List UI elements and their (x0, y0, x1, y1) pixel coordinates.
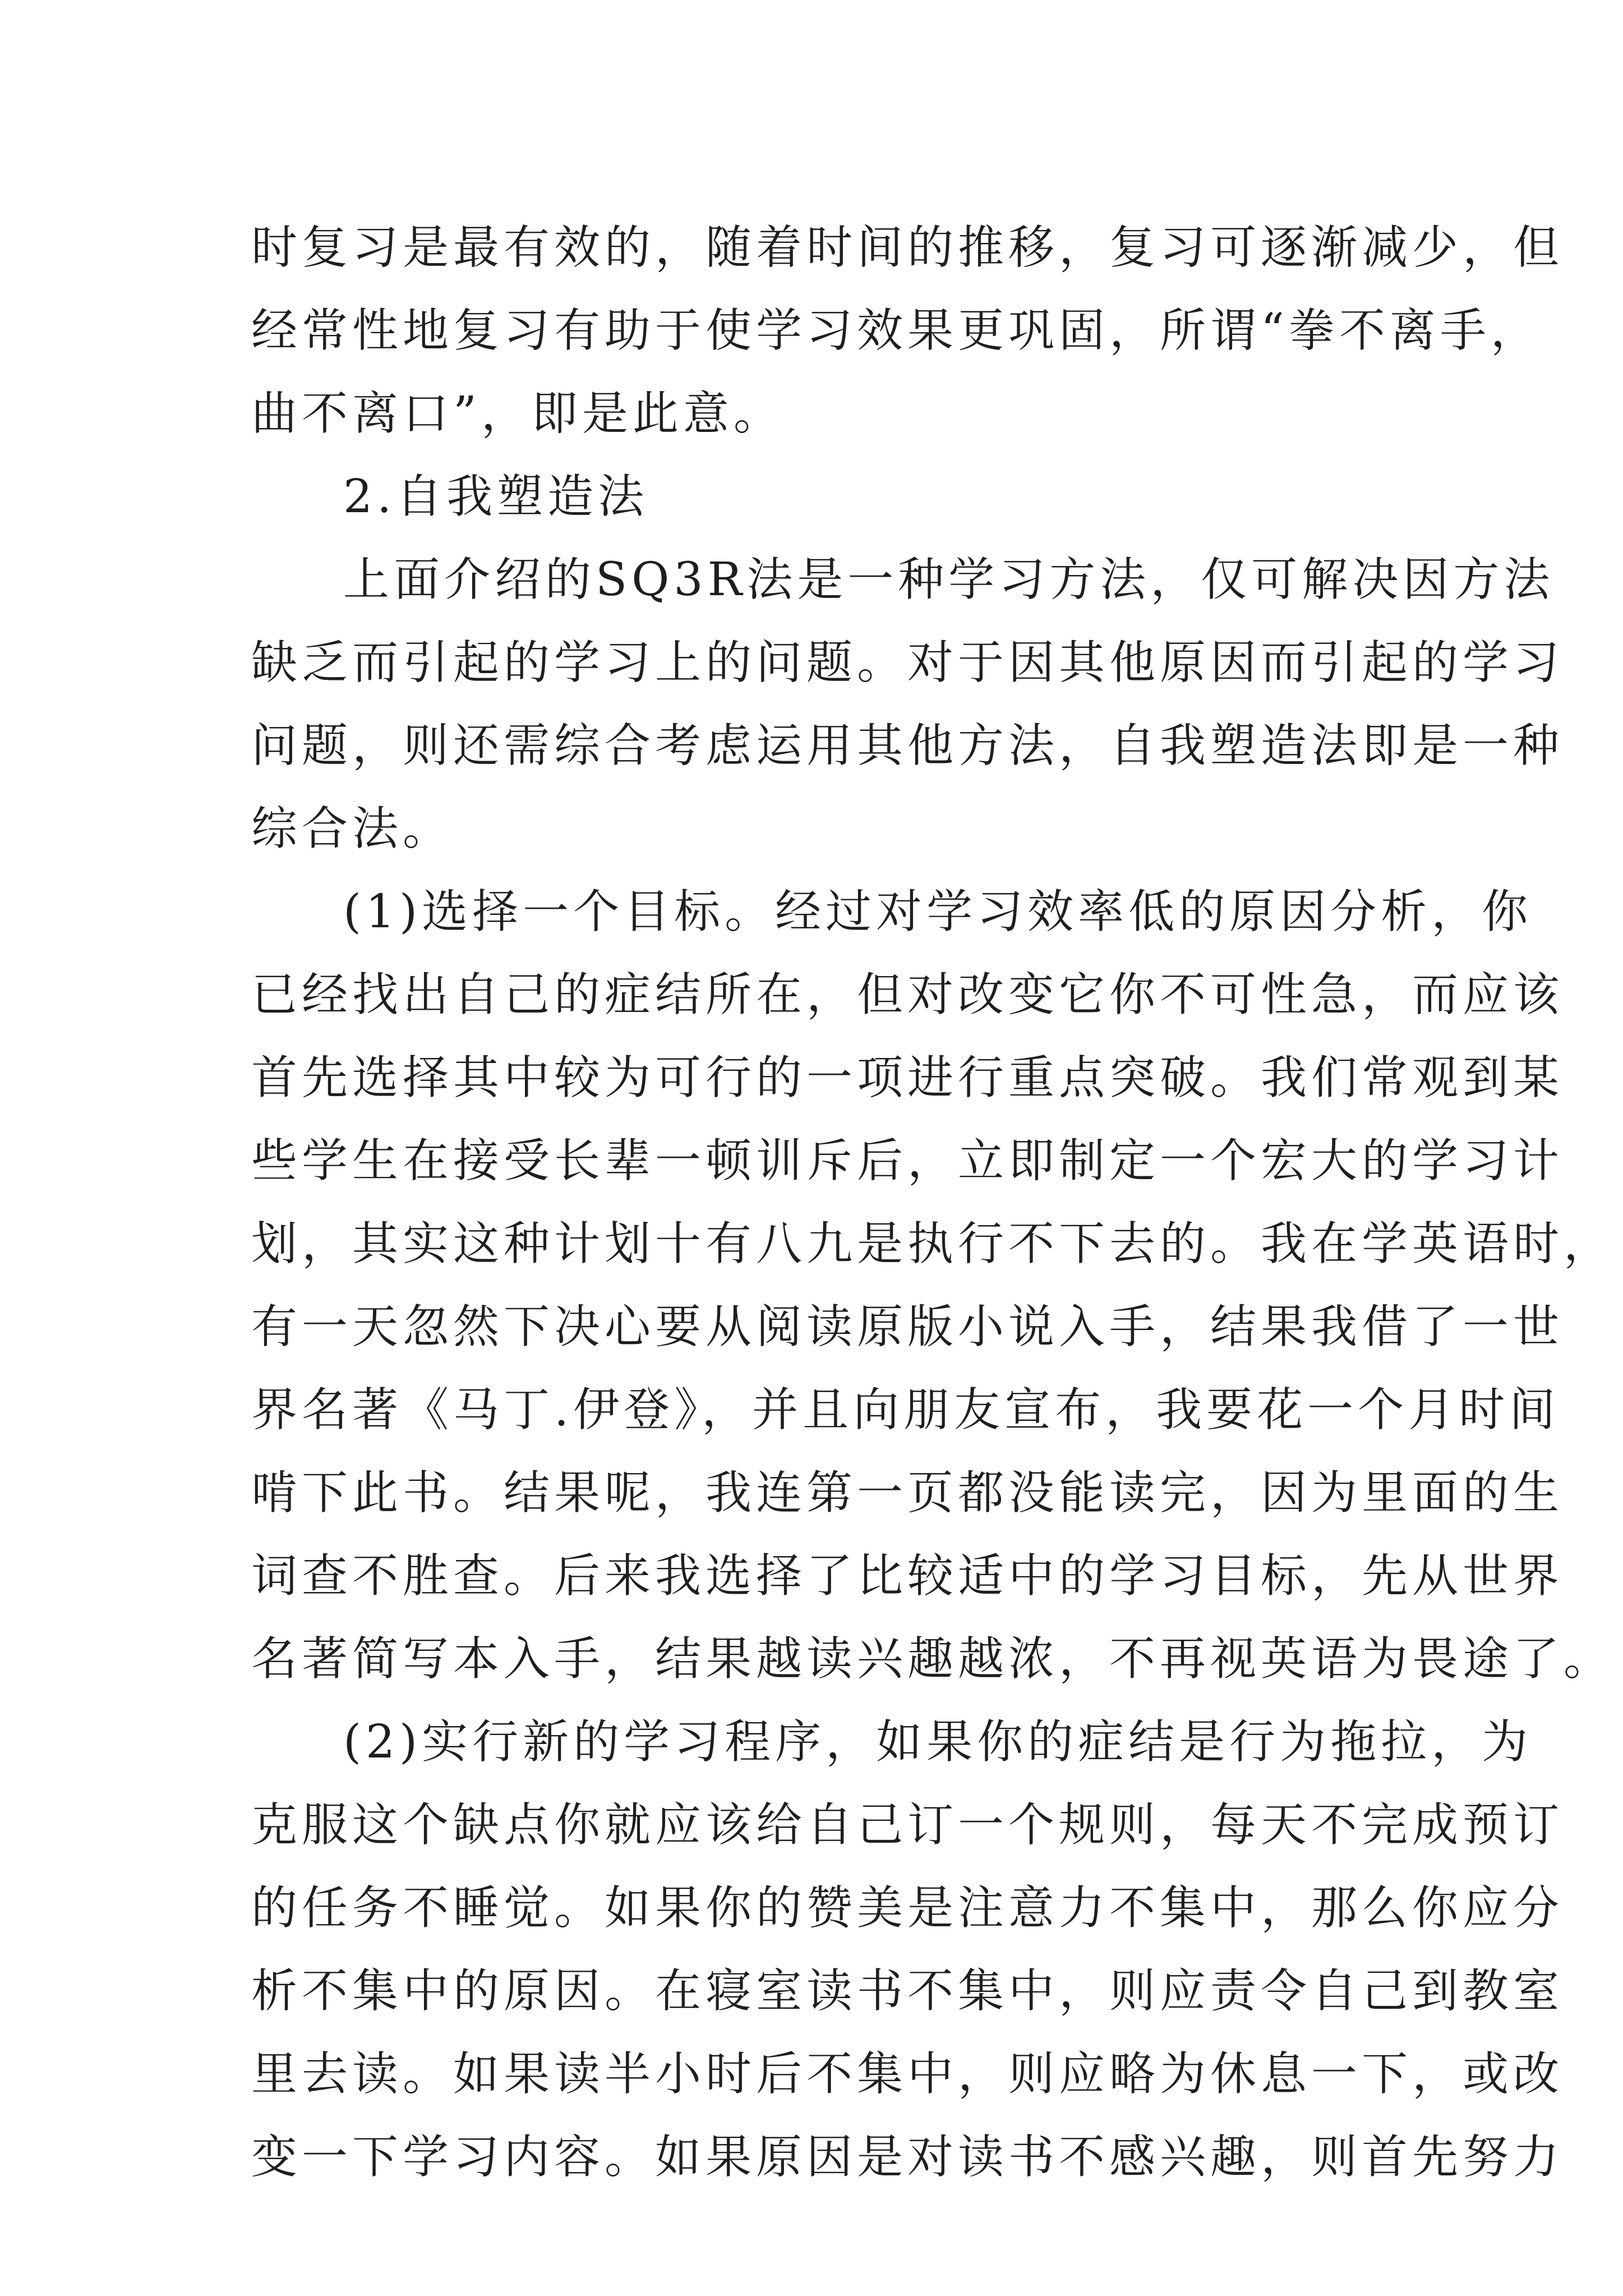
text-line: 名著简写本入手，结果越读兴趣越浓，不再视英语为畏途了。 (251, 1632, 1615, 1686)
text-line: 界名著《马丁.伊登》，并且向朋友宣布，我要花一个月时间 (251, 1383, 1560, 1437)
text-line: 的任务不睡觉。如果你的赞美是注意力不集中，那么你应分 (251, 1881, 1564, 1935)
text-line: 已经找出自己的症结所在，但对改变它你不可性急，而应该 (251, 968, 1564, 1022)
text-line: 上面介绍的SQ3R法是一种学习方法，仅可解决因方法 (343, 553, 1555, 606)
text-line: 些学生在接受长辈一顿训斥后，立即制定一个宏大的学习计 (251, 1134, 1564, 1188)
text-line: 有一天忽然下决心要从阅读原版小说入手，结果我借了一世 (251, 1300, 1564, 1354)
text-line: (2)实行新的学习程序，如果你的症结是行为拖拉，为 (343, 1715, 1533, 1769)
text-line: 啃下此书。结果呢，我连第一页都没能读完，因为里面的生 (251, 1466, 1564, 1520)
paragraph-choose-goal (251, 871, 1615, 1701)
text-line: 克服这个缺点你就应该给自己订一个规则，每天不完成预订 (251, 1798, 1564, 1852)
text-line: 缺乏而引起的学习上的问题。对于因其他原因而引起的学习 (251, 636, 1564, 689)
text-line: 首先选择其中较为可行的一项进行重点突破。我们常观到某 (251, 1051, 1564, 1105)
document-body (251, 206, 1615, 2199)
text-line: 综合法。 (251, 802, 454, 855)
text-line: 问题，则还需综合考虑运用其他方法，自我塑造法即是一种 (251, 719, 1564, 772)
text-line: 划，其实这种计划十有八九是执行不下去的。我在学英语时， (251, 1217, 1615, 1271)
text-line: 里去读。如果读半小时后不集中，则应略为休息一下，或改 (251, 2047, 1564, 2101)
text-line: (1)选择一个目标。经过对学习效率低的原因分析，你 (343, 885, 1533, 938)
text-line: 曲不离口”，即是此意。 (251, 387, 784, 440)
text-line: 经常性地复习有助于使学习效果更巩固，所谓“拳不离手， (251, 304, 1541, 357)
text-line: 时复习是最有效的，随着时间的推移，复习可逐渐减少，但 (251, 221, 1564, 274)
section-heading-self-shaping (251, 455, 1390, 539)
text-line: 变一下学习内容。如果原因是对读书不感兴趣，则首先努力 (251, 2131, 1564, 2184)
paragraph-new-routine (251, 1701, 1564, 2199)
text-line: 析不集中的原因。在寝室读书不集中，则应责令自己到教室 (251, 1964, 1564, 2018)
section-heading: 2.自我塑造法 (343, 470, 649, 523)
text-line: 词查不胜查。后来我选择了比较适中的学习目标，先从世界 (251, 1549, 1564, 1603)
paragraph-review (251, 206, 1564, 455)
paragraph-sq3r-intro (251, 539, 1564, 871)
